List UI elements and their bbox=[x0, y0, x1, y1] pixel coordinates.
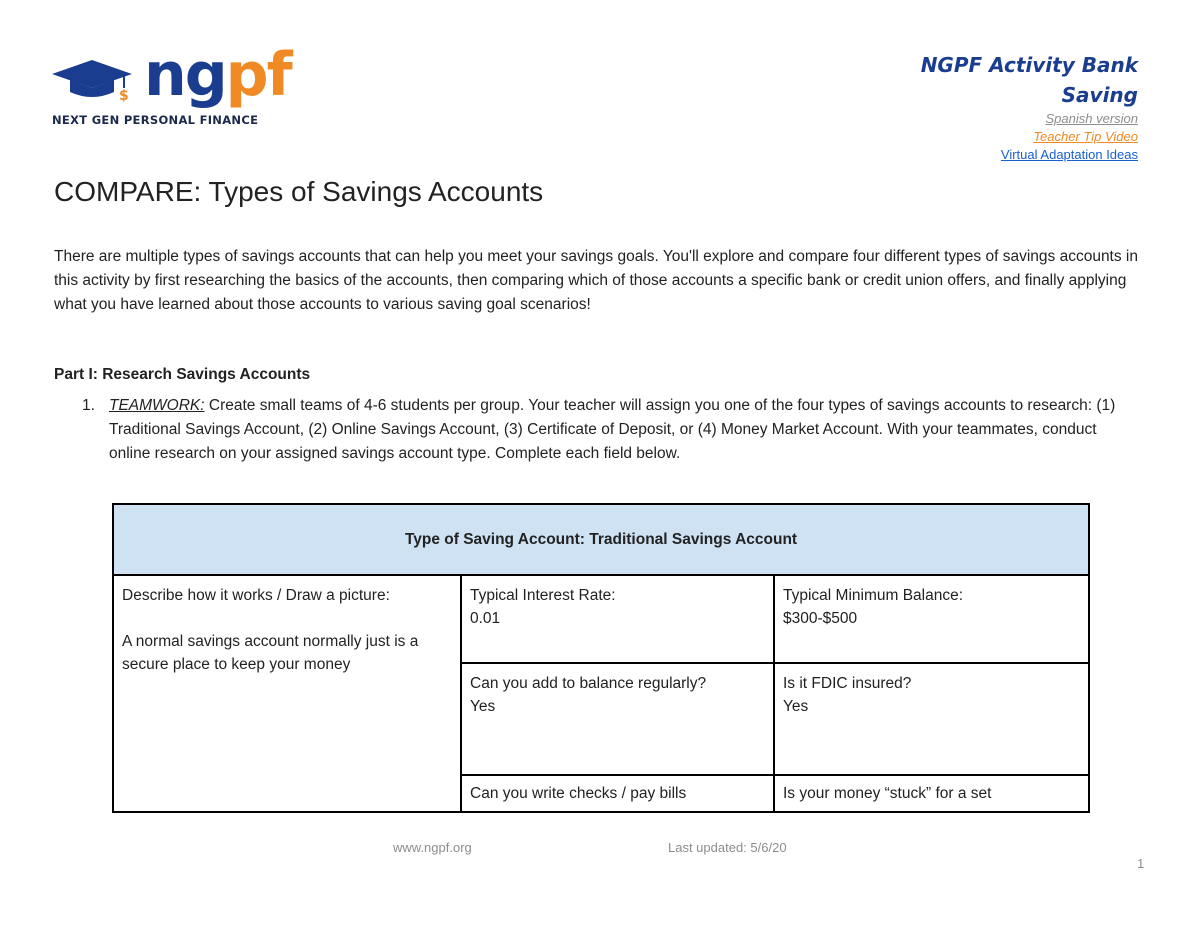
page-number: 1 bbox=[1137, 856, 1145, 871]
teacher-tip-video-link[interactable]: Teacher Tip Video bbox=[1033, 129, 1138, 144]
activity-category: Saving bbox=[1061, 83, 1138, 107]
checks-label: Can you write checks / pay bills bbox=[470, 785, 687, 802]
intro-paragraph: There are multiple types of savings accounts that can help you meet your savings goals. You'll explore and compare four different types of savings accounts in this activity by first researching the basics of the accounts, then comparing which of those accounts a specific bank or credit union offers, and finally applying what you have learned about those accounts to various saving goal scenarios! bbox=[54, 248, 1138, 313]
footer-website: www.ngpf.org bbox=[393, 840, 472, 855]
graduation-cap-icon bbox=[52, 54, 138, 104]
table-header-row bbox=[113, 504, 1089, 575]
fdic-value: Yes bbox=[783, 698, 809, 715]
min-balance-value: $300-$500 bbox=[783, 610, 858, 627]
footer-updated: Last updated: 5/6/20 bbox=[668, 840, 787, 855]
interest-rate-cell[interactable] bbox=[461, 575, 774, 663]
interest-rate-label: Typical Interest Rate: bbox=[470, 587, 616, 604]
stuck-cell[interactable] bbox=[774, 775, 1089, 812]
savings-account-table bbox=[112, 503, 1090, 813]
page-title: COMPARE: Types of Savings Accounts bbox=[54, 176, 544, 207]
describe-value: A normal savings account normally just is a secure place to keep your money bbox=[122, 633, 419, 673]
virtual-adaptation-link[interactable]: Virtual Adaptation Ideas bbox=[1000, 147, 1138, 162]
describe-cell[interactable] bbox=[113, 575, 461, 812]
min-balance-cell[interactable] bbox=[774, 575, 1089, 663]
step-instructions: Create small teams of 4-6 students per group. Your teacher will assign you one of the four types of savings accounts to research: (1) Traditional Savings Account, (2) Online Savings Account, (3) Certificate of Deposit, or (4) Money Market Account. With your teammates, conduct online research on your assigned savings account type. Complete each field below. bbox=[109, 397, 1116, 462]
checks-cell[interactable] bbox=[461, 775, 774, 812]
logo-tagline: NEXT GEN PERSONAL FINANCE bbox=[52, 113, 259, 127]
teamwork-label: TEAMWORK: bbox=[109, 397, 205, 414]
describe-label: Describe how it works / Draw a picture: bbox=[122, 587, 390, 604]
header-right bbox=[921, 50, 1138, 164]
account-type-header: Type of Saving Account: Traditional Savings Account bbox=[113, 504, 1089, 575]
activity-bank-title: NGPF Activity Bank bbox=[920, 53, 1138, 77]
fdic-label: Is it FDIC insured? bbox=[783, 675, 912, 692]
ngpf-logo bbox=[52, 40, 291, 133]
add-balance-cell[interactable] bbox=[461, 663, 774, 775]
logo-pf: pf bbox=[225, 40, 291, 110]
step-number: 1. bbox=[82, 397, 95, 414]
table-row bbox=[113, 575, 1089, 663]
logo-ng: ng bbox=[144, 40, 226, 110]
step-text bbox=[109, 394, 1122, 466]
svg-text:$: $ bbox=[119, 88, 129, 104]
stuck-label: Is your money “stuck” for a set bbox=[783, 785, 992, 802]
fdic-cell[interactable] bbox=[774, 663, 1089, 775]
min-balance-label: Typical Minimum Balance: bbox=[783, 587, 964, 604]
logo-wordmark bbox=[144, 40, 291, 110]
add-balance-label: Can you add to balance regularly? bbox=[470, 675, 707, 692]
spanish-version-link[interactable]: Spanish version bbox=[1045, 111, 1138, 126]
part-one-heading: Part I: Research Savings Accounts bbox=[54, 366, 311, 383]
interest-rate-value: 0.01 bbox=[470, 610, 501, 627]
add-balance-value: Yes bbox=[470, 698, 496, 715]
